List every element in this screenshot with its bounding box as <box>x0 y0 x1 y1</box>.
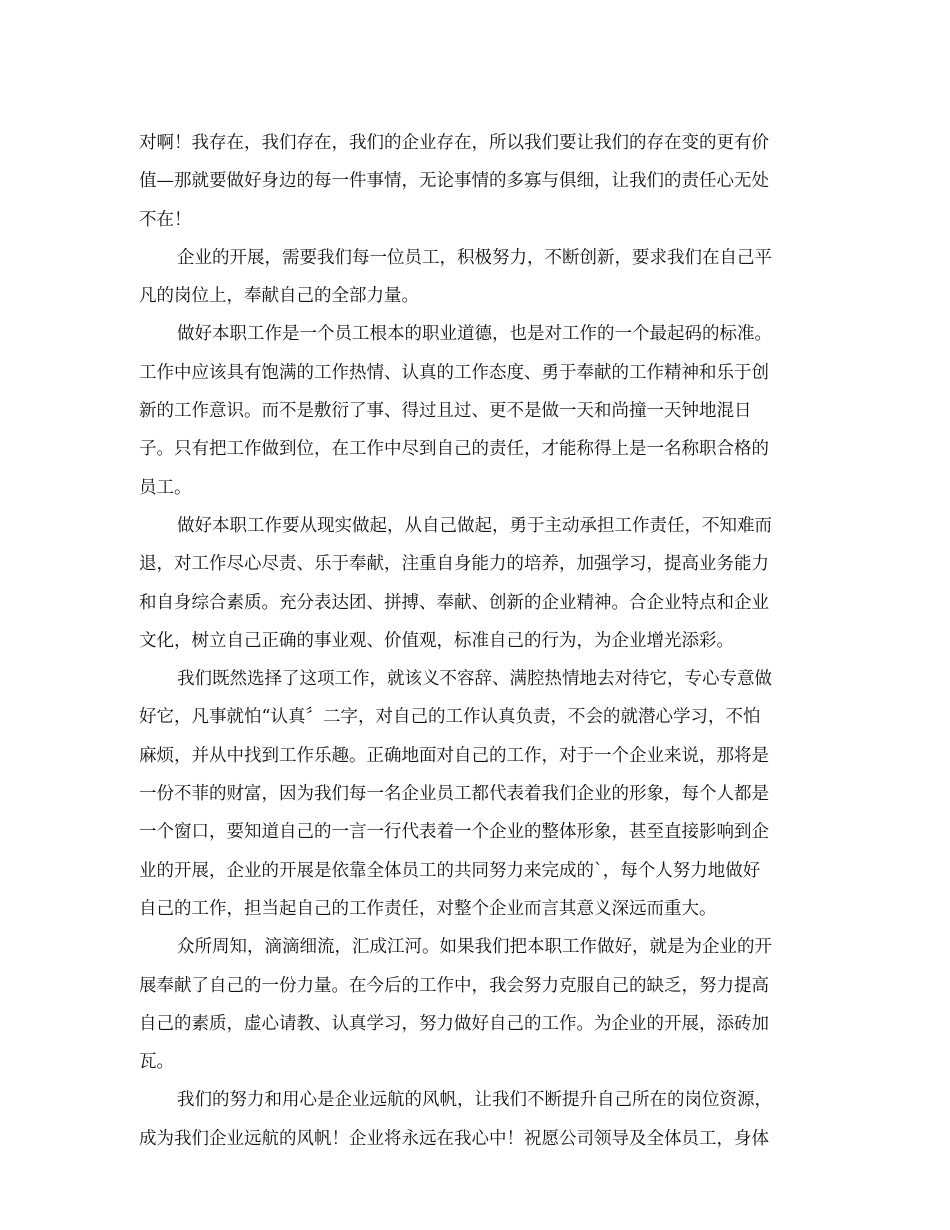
text-line: 自己的素质，虚心请教、认真学习，努力做好自己的工作。为企业的开展，添砖加 <box>139 1013 769 1034</box>
text-line: 文化，树立自己正确的事业观、价值观，标准自己的行为，为企业增光添彩。 <box>139 630 734 651</box>
text-line: 对啊！我存在，我们存在，我们的企业存在，所以我们要让我们的存在变的更有价 <box>139 133 769 153</box>
text-line: 做好本职工作要从现实做起，从自己做起，勇于主动承担工作责任，不知难而 <box>177 515 772 536</box>
text-line: 值—那就要做好身边的每一件事情，无论事情的多寡与俱细，让我们的责任心无处 <box>139 171 769 192</box>
text-line: 一个窗口，要知道自己的一言一行代表着一个企业的整体形象，甚至直接影响到企 <box>139 822 769 843</box>
text-line: 做好本职工作是一个员工根本的职业道德，也是对工作的一个最起码的标准。 <box>177 324 772 345</box>
text-line: 展奉献了自己的一份力量。在今后的工作中，我会努力克服自己的缺乏，努力提高 <box>139 975 769 996</box>
text-line: 退，对工作尽心尽责、乐于奉献，注重自身能力的培养，加强学习，提高业务能力 <box>139 554 769 575</box>
text-line: 我们既然选择了这项工作，就该义不容辞、满腔热情地去对待它，专心专意做 <box>177 669 772 690</box>
text-line: 成为我们企业远航的风帆！企业将永远在我心中！祝愿公司领导及全体员工，身体 <box>139 1128 769 1149</box>
text-line: 我们的努力和用心是企业远航的风帆，让我们不断提升自己所在的岗位资源， <box>177 1090 772 1111</box>
text-line: 企业的开展，需要我们每一位员工，积极努力，不断创新，要求我们在自己平 <box>177 247 772 268</box>
text-line: 子。只有把工作做到位，在工作中尽到自己的责任，才能称得上是一名称职合格的 <box>139 439 769 460</box>
text-line: 好它，凡事就怕“认真〞二字，对自己的工作认真负责，不会的就潜心学习，不怕 <box>139 707 761 728</box>
text-line: 不在！ <box>139 209 192 230</box>
text-line: 自己的工作，担当起自己的工作责任，对整个企业而言其意义深远而重大。 <box>139 898 717 919</box>
text-line: 和自身综合素质。充分表达团、拼搏、奉献、创新的企业精神。合企业特点和企业 <box>139 592 769 613</box>
text-line: 新的工作意识。而不是敷衍了事、得过且过、更不是做一天和尚撞一天钟地混日 <box>139 401 752 422</box>
text-line: 员工。 <box>139 477 192 498</box>
text-line: 众所周知，滴滴细流，汇成江河。如果我们把本职工作做好，就是为企业的开 <box>177 937 772 958</box>
text-line: 凡的岗位上，奉献自己的全部力量。 <box>139 286 419 307</box>
text-line: 一份不菲的财富，因为我们每一名企业员工都代表着我们企业的形象，每个人都是 <box>139 784 769 805</box>
text-line: 麻烦，并从中找到工作乐趣。正确地面对自己的工作，对于一个企业来说，那将是 <box>139 745 769 766</box>
text-line: 业的开展，企业的开展是依靠全体员工的共同努力来完成的`，每个人努力地做好 <box>139 860 761 881</box>
text-line: 工作中应该具有饱满的工作热情、认真的工作态度、勇于奉献的工作精神和乐于创 <box>139 362 769 383</box>
document-body <box>139 124 819 1158</box>
text-line: 瓦。 <box>139 1052 174 1073</box>
